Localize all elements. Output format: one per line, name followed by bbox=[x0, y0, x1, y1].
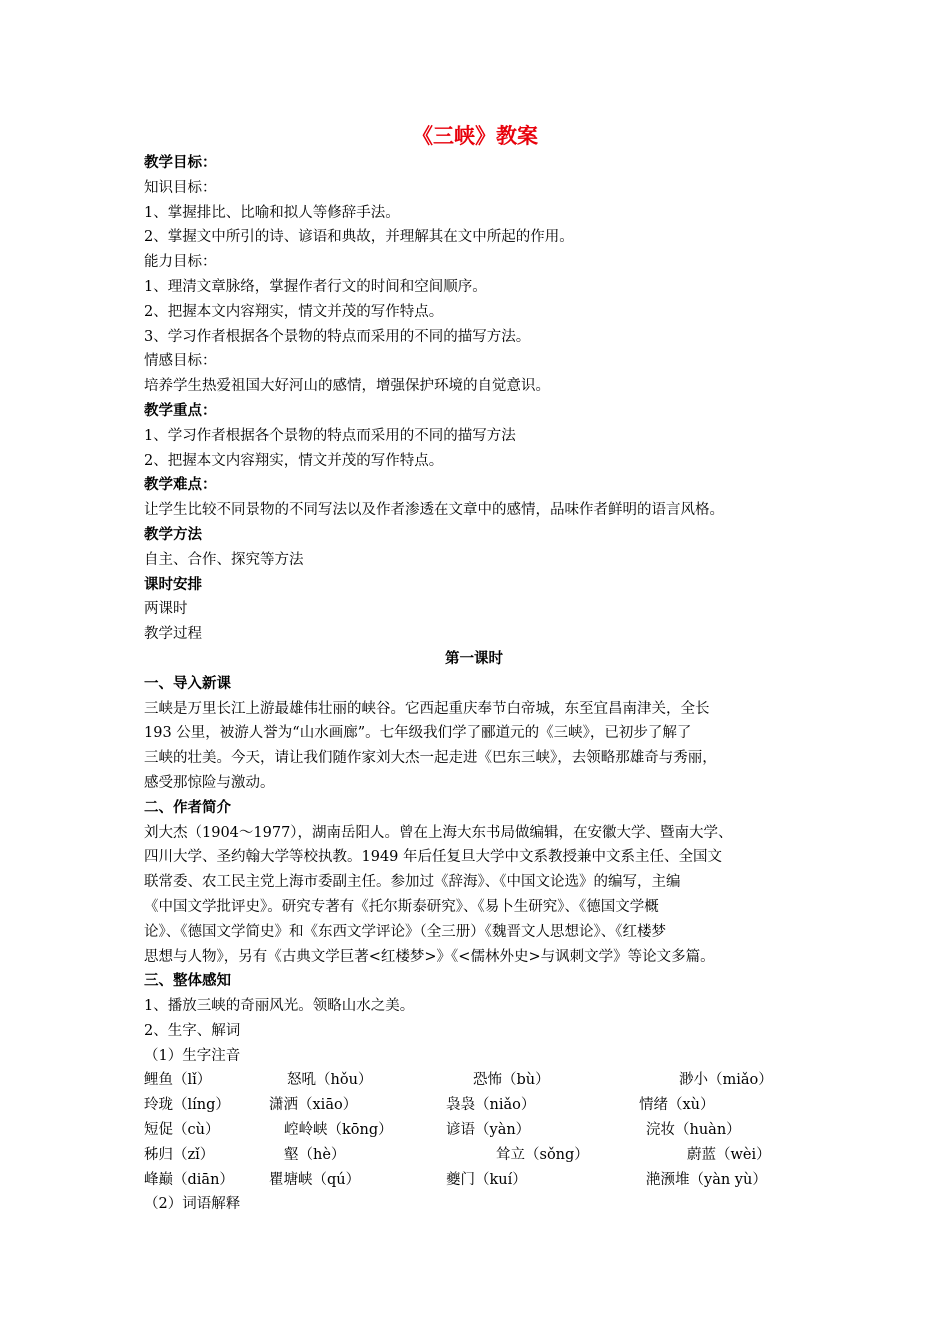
pinyin-entry: 滟滪堆（yàn yù） bbox=[646, 1171, 767, 1188]
text-line: 思想与人物》，另有《古典文学巨著<红楼梦>》《<儒林外史>与讽刺文学》等论文多篇。 bbox=[144, 948, 715, 965]
text-line: 自主、合作、探究等方法 bbox=[144, 551, 304, 568]
pinyin-entry: 鲤鱼（lǐ） bbox=[144, 1072, 212, 1089]
lesson-period-heading: 第一课时 bbox=[445, 649, 503, 667]
pinyin-entry: 潇洒（xiāo） bbox=[269, 1097, 358, 1114]
text-line: 论》、《德国文学简史》和《东西文学评论》（全三册）《魏晋文人思想论》、《红楼梦 bbox=[144, 923, 666, 940]
text-line: 培养学生热爱祖国大好河山的感情，增强保护环境的自觉意识。 bbox=[144, 378, 550, 395]
pinyin-entry: 夔门（kuí） bbox=[446, 1171, 527, 1188]
pinyin-entry: 崆岭峡（kōng） bbox=[284, 1122, 393, 1139]
text-line: 刘大杰（1904～1977），湖南岳阳人。曾在上海大东书局做编辑，在安徽大学、暨南大学、 bbox=[144, 824, 733, 841]
text-line: 2、生字、解词 bbox=[144, 1022, 241, 1039]
text-line: 感受那惊险与激动。 bbox=[144, 774, 275, 791]
lesson-plan-body bbox=[144, 151, 824, 1217]
pinyin-entry: 耸立（sǒng） bbox=[496, 1146, 589, 1163]
pinyin-entry: 秭归（zǐ） bbox=[144, 1146, 215, 1163]
pinyin-entry: 怒吼（hǒu） bbox=[287, 1072, 373, 1089]
text-line: 能力目标： bbox=[144, 254, 217, 271]
pinyin-entry: 情绪（xù） bbox=[639, 1097, 715, 1114]
section-heading: 三、整体感知 bbox=[144, 972, 231, 990]
text-line: 两课时 bbox=[144, 601, 188, 618]
text-line: 1、理清文章脉络，掌握作者行文的时间和空间顺序。 bbox=[144, 278, 487, 295]
pinyin-entry: 浣妆（huàn） bbox=[646, 1122, 741, 1139]
text-line: 教学过程 bbox=[144, 626, 202, 643]
section-heading: 二、作者简介 bbox=[144, 798, 231, 816]
pinyin-entry: 渺小（miǎo） bbox=[679, 1072, 773, 1089]
text-line: 让学生比较不同景物的不同写法以及作者渗透在文章中的感情，品味作者鲜明的语言风格。 bbox=[144, 502, 724, 519]
text-line: 三峡的壮美。今天，请让我们随作家刘大杰一起走进《巴东三峡》，去领略那雄奇与秀丽， bbox=[144, 750, 717, 767]
text-line: 联常委、农工民主党上海市委副主任。参加过《辞海》、《中国文论选》的编写，主编 bbox=[144, 874, 681, 891]
text-line: 193 公里，被游人誉为“山水画廊”。七年级我们学了郦道元的《三峡》，已初步了解了 bbox=[144, 725, 692, 742]
section-heading: 教学重点： bbox=[144, 401, 217, 419]
pinyin-row bbox=[144, 1118, 824, 1143]
text-line: 2、掌握文中所引的诗、谚语和典故，并理解其在文中所起的作用。 bbox=[144, 229, 574, 246]
text-line: 1、掌握排比、比喻和拟人等修辞手法。 bbox=[144, 204, 400, 221]
pinyin-entry: 恐怖（bù） bbox=[473, 1072, 550, 1089]
pinyin-entry: 峰巅（diān） bbox=[144, 1171, 234, 1188]
text-line: 1、学习作者根据各个景物的特点而采用的不同的描写方法 bbox=[144, 427, 516, 444]
text-line: 四川大学、圣约翰大学等校执教。1949 年后任复旦大学中文系教授兼中文系主任、全国文 bbox=[144, 849, 723, 866]
text-line: 1、播放三峡的奇丽风光。领略山水之美。 bbox=[144, 998, 415, 1015]
pinyin-entry: 谚语（yàn） bbox=[446, 1122, 531, 1139]
page-title: 《三峡》教案 bbox=[412, 123, 538, 148]
text-line: 知识目标： bbox=[144, 179, 217, 196]
section-heading: 课时安排 bbox=[144, 575, 202, 593]
text-line: 三峡是万里长江上游最雄伟壮丽的峡谷。它西起重庆奉节白帝城，东至宜昌南津关，全长 bbox=[144, 700, 710, 717]
pinyin-row bbox=[144, 1168, 824, 1193]
pinyin-row bbox=[144, 1093, 824, 1118]
text-line: （1）生字注音 bbox=[144, 1047, 241, 1064]
text-line: 3、学习作者根据各个景物的特点而采用的不同的描写方法。 bbox=[144, 328, 531, 345]
text-line: （2）词语解释 bbox=[144, 1196, 241, 1213]
section-heading: 教学方法 bbox=[144, 525, 202, 543]
pinyin-entry: 玲珑（líng） bbox=[144, 1097, 230, 1114]
text-line: 2、把握本文内容翔实，情文并茂的写作特点。 bbox=[144, 452, 444, 469]
pinyin-row bbox=[144, 1143, 824, 1168]
text-line: 情感目标： bbox=[144, 353, 217, 370]
pinyin-entry: 短促（cù） bbox=[144, 1122, 220, 1139]
section-heading: 教学难点： bbox=[144, 476, 217, 494]
pinyin-entry: 壑（hè） bbox=[284, 1146, 346, 1163]
section-heading: 一、导入新课 bbox=[144, 674, 231, 692]
pinyin-entry: 瞿塘峡（qú） bbox=[269, 1171, 361, 1188]
pinyin-entry: 袅袅（niǎo） bbox=[446, 1097, 536, 1114]
text-line: 2、把握本文内容翔实，情文并茂的写作特点。 bbox=[144, 303, 444, 320]
section-heading: 教学目标： bbox=[144, 154, 217, 171]
text-line: 《中国文学批评史》。研究专著有《托尔斯泰研究》、《易卜生研究》、《德国文学概 bbox=[144, 898, 659, 915]
pinyin-entry: 蔚蓝（wèi） bbox=[687, 1146, 771, 1163]
pinyin-row bbox=[144, 1068, 824, 1093]
